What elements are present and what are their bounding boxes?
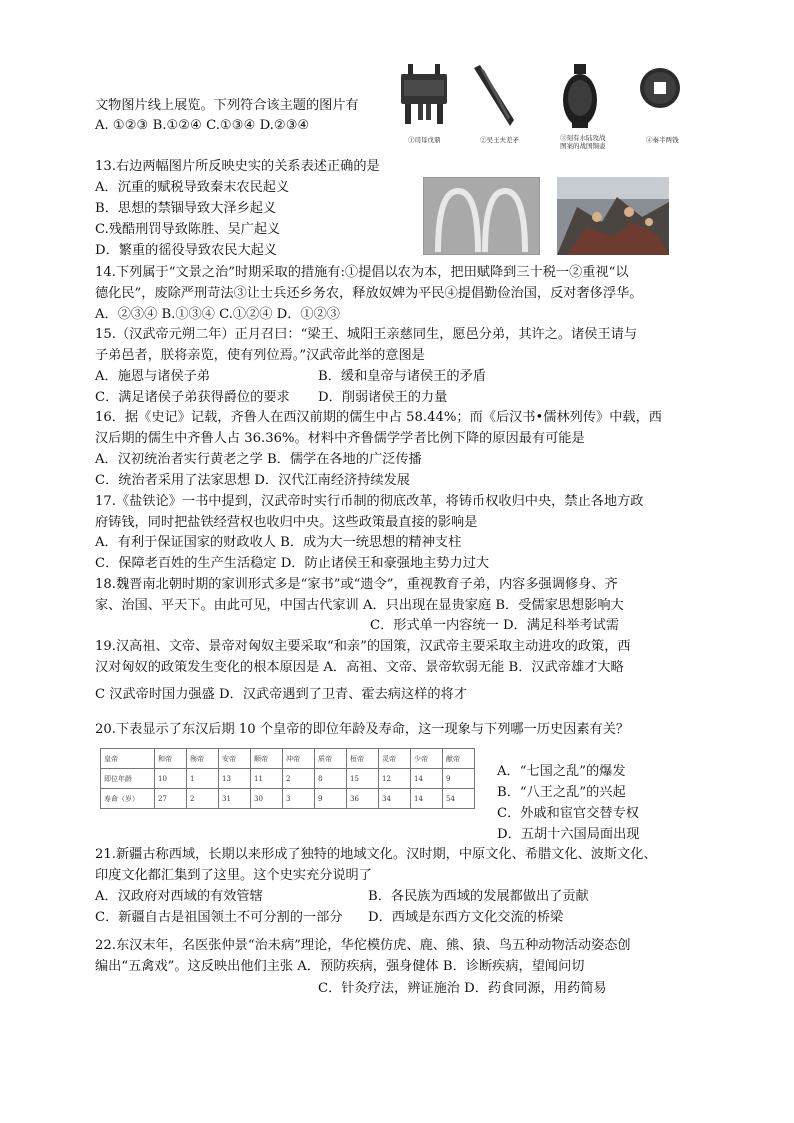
table-cell: 和帝 <box>155 749 187 769</box>
table-cell: 31 <box>219 789 251 809</box>
table-header-row <box>101 749 475 769</box>
table-cell: 30 <box>251 789 283 809</box>
table-cell: 皇帝 <box>101 749 155 769</box>
caption-spear: ②吴王夫差矛 <box>480 136 519 144</box>
table-cell: 1 <box>187 769 219 789</box>
q12-options: A. ①②③ B.①②④ C.①③④ D.②③④ <box>95 118 310 133</box>
table-cell: 顺帝 <box>251 749 283 769</box>
q15-option-b: B．缓和皇帝与诸侯王的矛盾 <box>318 369 486 384</box>
emperor-table <box>100 748 475 809</box>
q20-option-a: A．“七国之乱”的爆发 <box>497 764 626 779</box>
q20-stem: 20.下表显示了东汉后期 10 个皇帝的即位年龄及寿命，这一现象与下列哪一历史因素有关？ <box>95 722 630 737</box>
q22-options-cd: C．针灸疗法，辨证施治 D．药食同源，用药简易 <box>318 981 607 996</box>
q21-option-c: C．新疆自古是祖国领土不可分割的一部分 <box>95 910 343 925</box>
ding-cauldron-image <box>398 62 450 130</box>
table-cell: 36 <box>347 789 379 809</box>
bamboo-slips-photo <box>423 177 540 255</box>
q20-option-d: D．五胡十六国局面出现 <box>497 827 640 842</box>
table-cell: 安帝 <box>219 749 251 769</box>
table-cell: 即位年龄 <box>101 769 155 789</box>
table-cell: 34 <box>379 789 411 809</box>
q13-option-c: C.残酷刑罚导致陈胜、吴广起义 <box>95 222 281 237</box>
table-cell: 10 <box>155 769 187 789</box>
table-cell: 质帝 <box>315 749 347 769</box>
table-cell: 27 <box>155 789 187 809</box>
table-cell: 9 <box>315 789 347 809</box>
caption-coin: ④秦半两钱 <box>646 136 679 144</box>
caption-ding: ①司母戊鼎 <box>408 136 441 144</box>
table-cell: 9 <box>443 769 475 789</box>
q14-stem-line2: 德化民”，废除严刑苛法③让士兵还乡务农，释放奴婢为平民④提倡勤俭治国，反对奢侈浮华。 <box>95 286 643 301</box>
q13-option-d: D．繁重的徭役导致农民大起义 <box>95 243 278 258</box>
table-cell: 2 <box>187 789 219 809</box>
q14-stem-line1: 14.下列属于“文景之治”时期采取的措施有:①提倡以农为本，把田赋降到三十税一②重视“以 <box>95 265 629 280</box>
table-cell: 13 <box>219 769 251 789</box>
q15-option-d: D．削弱诸侯王的力量 <box>318 390 448 405</box>
q18-options-cd: C．形式单一内容统一 D．满足科举考试需 <box>370 618 620 633</box>
q21-stem-line1: 21.新疆古称西域，长期以来形成了独特的地域文化。汉时期，中原文化、希腊文化、波斯文化、 <box>95 847 657 862</box>
q19-options-cd: C 汉武帝时国力强盛 D．汉武帝遇到了卫青、霍去病这样的将才 <box>95 687 467 702</box>
q17-options-ab: A．有利于保证国家的财政收人 B．成为大一统思想的精神支柱 <box>95 535 462 550</box>
q15-stem-line1: 15.（汉武帝元朔二年）正月召曰：“梁王、城阳王亲慈同生，愿邑分弟，其许之。诸侯王请与 <box>95 327 638 342</box>
table-cell: 14 <box>411 769 443 789</box>
table-cell: 桓帝 <box>347 749 379 769</box>
q16-stem-line1: 16．据《史记》记载，齐鲁人在西汉前期的儒生中占 58.44%；而《后汉书•儒林列传》中载，西 <box>95 410 662 425</box>
q19-stem-line1: 19.汉高祖、文帝、景帝对匈奴主要采取“和亲”的国策，汉武帝主要采取主动进攻的政策，西 <box>95 639 631 654</box>
table-cell: 14 <box>411 789 443 809</box>
table-row <box>101 769 475 789</box>
q21-option-b: B．各民族为西域的发展都做出了贡献 <box>368 889 589 904</box>
q15-option-a: A．施恩与诸侯子弟 <box>95 369 211 384</box>
q22-stem-line1: 22.东汉末年，名医张仲景“治未病”理论，华佗模仿虎、鹿、熊、猿、鸟五种动物活动姿态创 <box>95 938 631 953</box>
table-cell: 冲帝 <box>283 749 315 769</box>
q18-stem-line1: 18.魏晋南北朝时期的家训形式多是“家书”或“遗令”，重视教育子弟，内容多强调修身、齐 <box>95 577 618 592</box>
table-cell: 8 <box>315 769 347 789</box>
q20-option-b: B．“八王之乱”的兴起 <box>497 785 626 800</box>
q15-stem-line2: 子弟邑者，朕将亲览，使有列位焉。”汉武帝此举的意图是 <box>95 348 425 363</box>
q19-stem-line2: 汉对匈奴的政策发生变化的根本原因是 A．高祖、文帝、景帝软弱无能 B．汉武帝雄才大略 <box>95 660 624 675</box>
q12-stem: 文物图片线上展览。下列符合该主题的图片有 <box>95 98 359 113</box>
table-row <box>101 789 475 809</box>
table-cell: 3 <box>283 789 315 809</box>
q13-option-b: B．思想的禁锢导致大泽乡起义 <box>95 201 277 216</box>
banliang-coin-image <box>638 66 682 110</box>
q13-option-a: A．沉重的赋税导致秦末农民起义 <box>95 180 290 195</box>
table-cell: 15 <box>347 769 379 789</box>
table-cell: 寿命（岁） <box>101 789 155 809</box>
q15-option-c: C．满足诸侯子弟获得爵位的要求 <box>95 390 290 405</box>
table-cell: 灵帝 <box>379 749 411 769</box>
spear-image <box>468 62 518 130</box>
q16-options-ab: A．汉初统治者实行黄老之学 B．儒学在各地的广泛传播 <box>95 452 422 467</box>
uprising-painting-photo <box>557 177 669 255</box>
q17-stem-line1: 17.《盐铁论》一书中提到，汉武帝时实行币制的彻底改革，将铸币权收归中央，禁止各地方政 <box>95 494 644 509</box>
bronze-pot-image <box>560 62 600 132</box>
table-cell: 11 <box>251 769 283 789</box>
caption-pot: ③刻有水陆攻战 图案的战国铜壶 <box>560 134 606 150</box>
q13-stem: 13.右边两幅图片所反映史实的关系表述正确的是 <box>95 159 380 174</box>
q21-stem-line2: 印度文化都汇集到了这里。这个史实充分说明了 <box>95 868 372 883</box>
q14-options: A．②③④ B.①③④ C.①②④ D．①②③ <box>95 307 340 322</box>
table-cell: 2 <box>283 769 315 789</box>
q20-option-c: C．外戚和宦官交替专权 <box>497 806 639 821</box>
q17-stem-line2: 府铸钱，同时把盐铁经营权也收归中央。这些政策最直接的影响是 <box>95 515 478 530</box>
table-cell: 献帝 <box>443 749 475 769</box>
q17-options-cd: C．保障老百姓的生产生活稳定 D．防止诸侯王和豪强地主势力过大 <box>95 556 490 571</box>
table-cell: 12 <box>379 769 411 789</box>
q21-option-a: A．汉政府对西域的有效管辖 <box>95 889 263 904</box>
q18-stem-line2: 家、治国、平天下。由此可见，中国古代家训 A．只出现在显贵家庭 B．受儒家思想影响大 <box>95 598 624 613</box>
q22-stem-line2: 编出“五禽戏”。这反映出他们主张 A．预防疾病，强身健体 B．诊断疾病，望闻问切 <box>95 959 585 974</box>
table-cell: 少帝 <box>411 749 443 769</box>
q16-stem-line2: 汉后期的儒生中齐鲁人占 36.36%。材料中齐鲁儒学学者比例下降的原因最有可能是 <box>95 431 585 446</box>
table-cell: 54 <box>443 789 475 809</box>
q16-options-cd: C．统治者采用了法家思想 D．汉代江南经济持续发展 <box>95 473 410 488</box>
q21-option-d: D．西域是东西方文化交流的桥梁 <box>368 910 564 925</box>
table-cell: 殇帝 <box>187 749 219 769</box>
